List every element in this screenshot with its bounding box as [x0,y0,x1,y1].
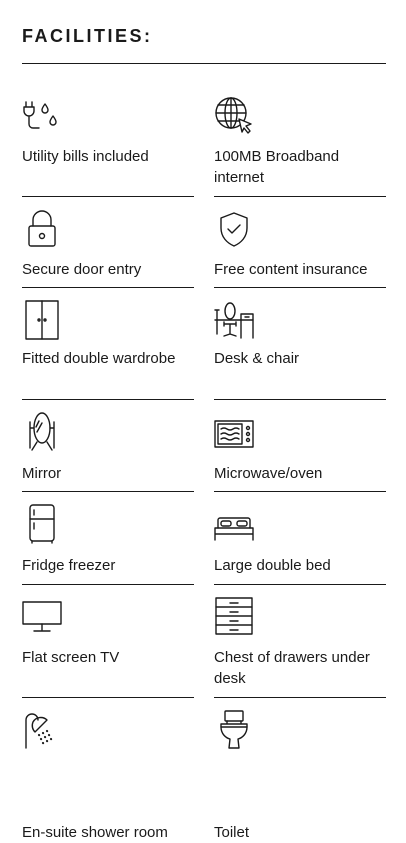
bed-icon [214,504,254,544]
facility-label: Chest of drawers under desk [214,649,370,687]
globe-cursor-icon [214,96,254,136]
row-divider [22,697,194,698]
row-divider [22,399,194,400]
mirror-icon [22,412,62,452]
facility-label: Free content insurance [214,261,368,278]
page-title: FACILITIES: [22,26,153,46]
facility-label: 100MB Broadband internet [214,148,340,186]
facility-label: Toilet [214,824,250,841]
facility-label: Utility bills included [22,148,149,165]
row-divider [22,196,194,197]
row-divider [22,584,194,585]
padlock-icon [22,209,62,249]
wardrobe-icon [22,300,62,340]
row-divider [214,491,386,492]
row-divider [214,584,386,585]
facility-label: Flat screen TV [22,649,120,666]
plug-water-icon [22,96,62,136]
facility-label: Fridge freezer [22,557,116,574]
row-divider [214,399,386,400]
facilities-grid [22,64,386,841]
facility-label: Mirror [22,465,62,482]
row-divider [214,287,386,288]
row-divider [214,196,386,197]
drawers-icon [214,597,254,637]
row-divider [22,491,194,492]
toilet-icon [214,710,254,750]
tv-icon [22,597,62,637]
row-divider [22,287,194,288]
facility-label: Secure door entry [22,261,142,278]
fridge-icon [22,504,62,544]
facility-label: Large double bed [214,557,331,574]
row-divider [214,697,386,698]
facility-label: Desk & chair [214,350,300,367]
desk-chair-icon [214,300,254,340]
microwave-icon [214,412,254,452]
facility-label: Microwave/oven [214,465,323,482]
facility-label: Fitted double wardrobe [22,350,176,367]
shield-check-icon [214,209,254,249]
shower-icon [22,710,62,750]
facility-label: En-suite shower room [22,824,168,841]
facility-row [22,64,386,197]
